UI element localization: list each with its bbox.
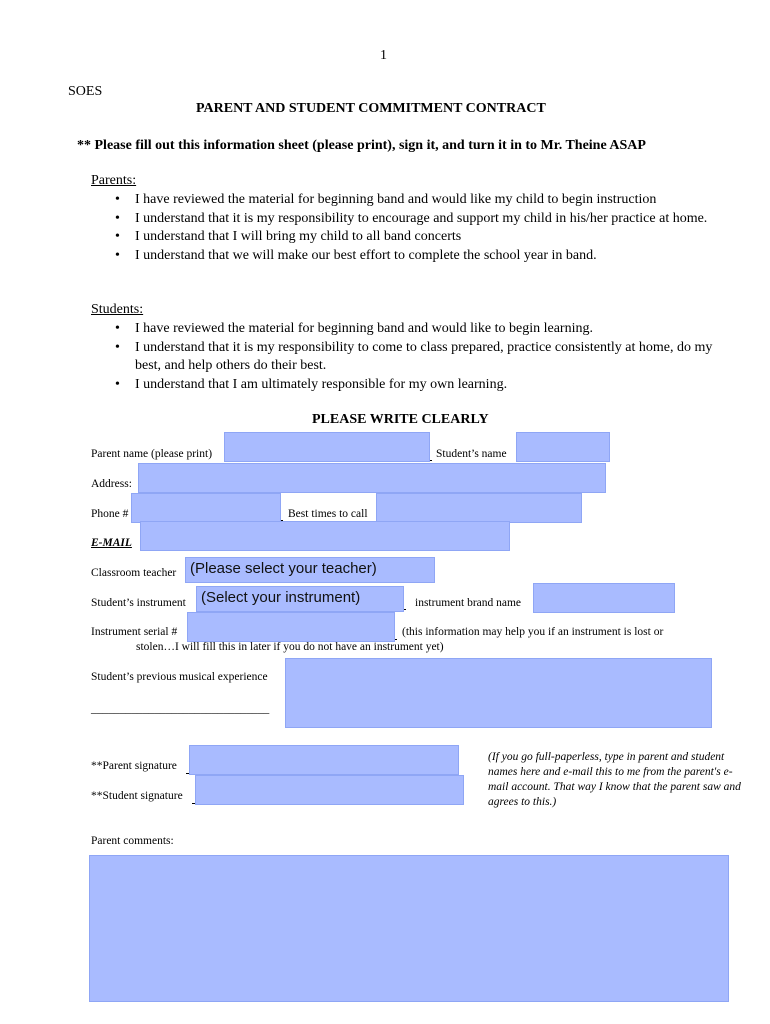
parents-item: • I understand that I will bring my child to all band concerts xyxy=(91,228,731,247)
parent-name-field[interactable] xyxy=(224,432,430,462)
serial-note-line2: stolen…I will fill this in later if you do not have an instrument yet) xyxy=(136,641,444,653)
student-signature-label: **Student signature xyxy=(91,790,183,802)
serial-label: Instrument serial # xyxy=(91,626,178,638)
parents-heading: Parents: xyxy=(91,173,137,188)
parent-signature-field[interactable] xyxy=(189,745,459,775)
phone-label: Phone # xyxy=(91,508,129,520)
students-list xyxy=(91,320,731,394)
parent-name-label: Parent name (please print) xyxy=(91,448,213,460)
parent-comments-label: Parent comments: xyxy=(91,835,174,847)
student-name-field[interactable] xyxy=(516,432,610,462)
parent-signature-label: **Parent signature xyxy=(91,760,177,772)
phone-field[interactable] xyxy=(131,493,281,523)
serial-note-line1: (this information may help you if an instrument is lost or xyxy=(402,626,664,638)
parents-list xyxy=(91,191,731,265)
brand-label: instrument brand name xyxy=(415,597,522,609)
parents-item: • I understand that we will make our best effort to complete the school year in band. xyxy=(91,247,731,266)
address-field[interactable] xyxy=(138,463,606,493)
parents-item: • I understand that it is my responsibility to encourage and support my child in his/her practice at home. xyxy=(91,210,731,229)
classroom-teacher-label: Classroom teacher xyxy=(91,567,177,579)
school-name: SOES xyxy=(68,84,103,99)
classroom-teacher-select[interactable]: (Please select your teacher) xyxy=(185,557,435,583)
page-title: PARENT AND STUDENT COMMITMENT CONTRACT xyxy=(196,101,546,116)
instrument-label: Student’s instrument xyxy=(91,597,186,609)
page-number: 1 xyxy=(380,48,387,63)
best-times-field[interactable] xyxy=(376,493,582,523)
students-item: • I understand that it is my responsibility to come to class prepared, practice consistently at home, do my best, and help others do their best. xyxy=(91,339,731,376)
parent-comments-field[interactable] xyxy=(89,855,729,1002)
email-field[interactable] xyxy=(140,521,510,551)
experience-field[interactable] xyxy=(285,658,712,728)
experience-label: Student’s previous musical experience xyxy=(91,671,268,683)
parents-item: • I have reviewed the material for beginning band and would like my child to begin instruction xyxy=(91,191,731,210)
paperless-note: (If you go full-paperless, type in parent and student names here and e-mail this to me from the parent's e-mail account. That way I know that the parent saw and agrees to this.) xyxy=(488,751,741,808)
form-heading: PLEASE WRITE CLEARLY xyxy=(312,412,489,427)
students-item: • I understand that I am ultimately responsible for my own learning. xyxy=(91,376,731,395)
address-label: Address: xyxy=(91,478,132,490)
student-name-label: Student’s name xyxy=(436,448,507,460)
students-item: • I have reviewed the material for beginning band and would like to begin learning. xyxy=(91,320,731,339)
instruction-text: ** Please fill out this information sheet (please print), sign it, and turn it in to Mr. Theine ASAP xyxy=(77,138,646,153)
best-times-label: Best times to call xyxy=(288,508,368,520)
instrument-select[interactable]: (Select your instrument) xyxy=(196,586,404,612)
students-heading: Students: xyxy=(91,302,144,317)
serial-field[interactable] xyxy=(187,612,395,642)
student-signature-field[interactable] xyxy=(195,775,464,805)
email-label: E-MAIL xyxy=(91,537,132,549)
experience-second-line: _______________________________ xyxy=(91,703,270,715)
brand-field[interactable] xyxy=(533,583,675,613)
